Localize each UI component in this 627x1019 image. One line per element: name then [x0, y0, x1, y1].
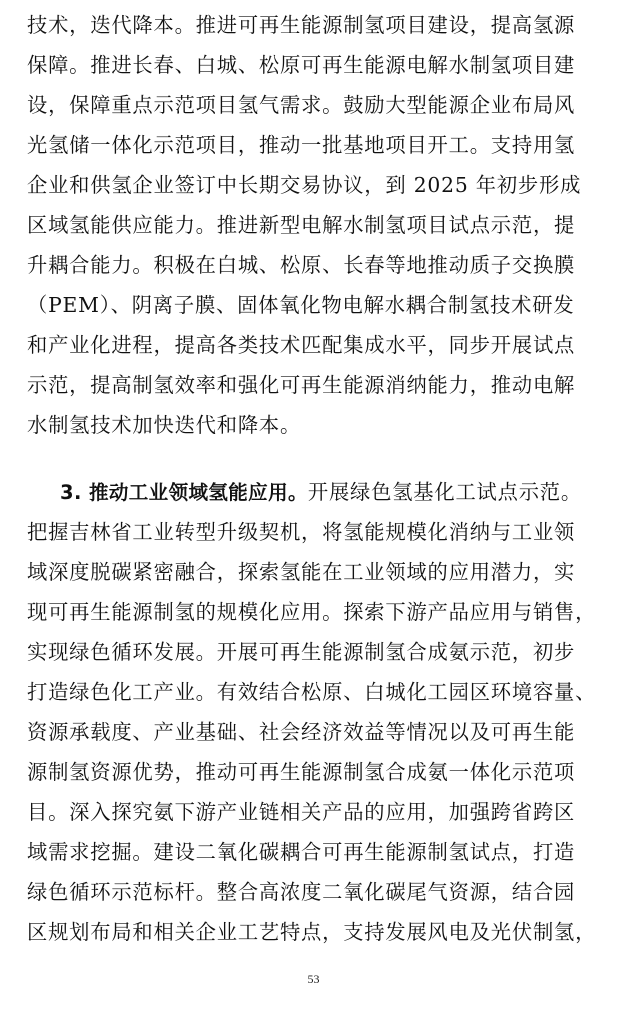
- text-line: 域需求挖掘。建设二氧化碳耦合可再生能源制氢试点，打造: [27, 840, 576, 864]
- text-line: 企业和供氢企业签订中长期交易协议，到 2025 年初步形成: [27, 173, 582, 197]
- text-line: 区规划布局和相关企业工艺特点，支持发展风电及光伏制氢，: [27, 920, 597, 944]
- text-line: 资源承载度、产业基础、社会经济效益等情况以及可再生能: [27, 720, 576, 744]
- text-line: 水制氢技术加快迭代和降本。: [27, 413, 302, 437]
- text-line: 和产业化进程，提高各类技术匹配集成水平，同步开展试点: [27, 333, 576, 357]
- text-line: 目。深入探究氨下游产业链相关产品的应用，加强跨省跨区: [27, 800, 576, 824]
- text-line: 技术，迭代降本。推进可再生能源制氢项目建设，提高氢源: [27, 13, 576, 37]
- text-line: 源制氢资源优势，推动可再生能源制氢合成氨一体化示范项: [27, 760, 576, 784]
- text-line: 光氢储一体化示范项目，推动一批基地项目开工。支持用氢: [27, 133, 576, 157]
- text-line: 设，保障重点示范项目氢气需求。鼓励大型能源企业布局风: [27, 93, 576, 117]
- section-heading-line: [60, 472, 616, 512]
- page-number: 53: [307, 972, 320, 986]
- text-line: 现可再生能源制氢的规模化应用。探索下游产品应用与销售，: [27, 600, 597, 624]
- text-line: 升耦合能力。积极在白城、松原、长春等地推动质子交换膜: [27, 253, 576, 277]
- text-line: 绿色循环示范标杆。整合高浓度二氧化碳尾气资源，结合园: [27, 880, 576, 904]
- text-line: 区域氢能供应能力。推进新型电解水制氢项目试点示范，提: [27, 213, 576, 237]
- text-line: 把握吉林省工业转型升级契机，将氢能规模化消纳与工业领: [27, 520, 576, 544]
- text-line: 示范，提高制氢效率和强化可再生能源消纳能力，推动电解: [27, 373, 576, 397]
- text-line: （PEM）、阴离子膜、固体氧化物电解水耦合制氢技术研发: [27, 293, 575, 317]
- text-line: 域深度脱碳紧密融合，探索氢能在工业领域的应用潜力，实: [27, 560, 576, 584]
- text-line: 保障。推进长春、白城、松原可再生能源电解水制氢项目建: [27, 53, 576, 77]
- text-line: 打造绿色化工产业。有效结合松原、白城化工园区环境容量、: [27, 680, 597, 704]
- section-heading: 3. 推动工业领域氢能应用。: [60, 481, 308, 504]
- text-line: 实现绿色循环发展。开展可再生能源制氢合成氨示范，初步: [27, 640, 576, 664]
- heading-line-text: 开展绿色氢基化工试点示范。: [307, 480, 582, 504]
